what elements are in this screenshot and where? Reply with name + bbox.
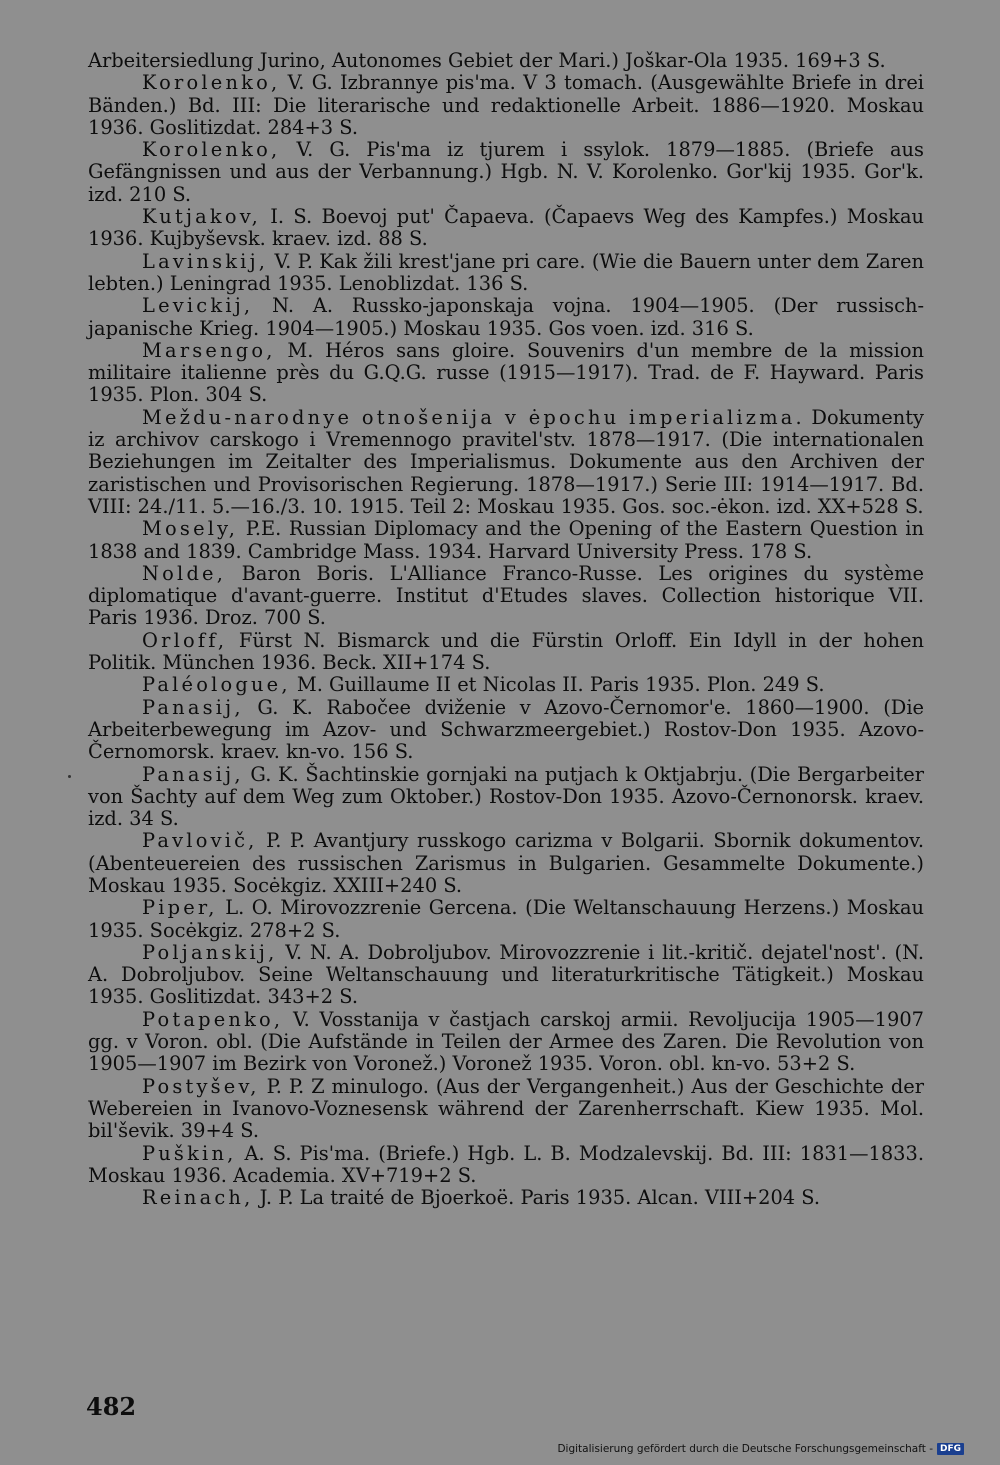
bibliography-entry <box>88 72 924 139</box>
bibliography-entry <box>88 830 924 897</box>
bibliography-entry <box>88 295 924 340</box>
entry-text: Baron Boris. L'Alliance Franco-Russe. Les origines du système diplomatique d'avant-guerre. Institut d'Etudes slaves. Collection historique VII. Paris 1936. Droz. 700 S. <box>88 561 924 630</box>
entry-author: Potapenko, <box>142 1007 284 1031</box>
entry-text: V. N. A. Dobroljubov. Mirovozzrenie i lit.-kritič. dejatel'nost'. (N. A. Dobroljubov. Seine Weltanschauung und literaturkritische Tätigkeit.) Moskau 1935. Goslitizdat. 343+2 S. <box>88 940 924 1009</box>
entry-author: Korolenko, <box>142 71 281 95</box>
entry-author: Reinach, <box>142 1186 254 1210</box>
entry-text: A. S. Pis'ma. (Briefe.) Hgb. L. B. Modzalevskij. Bd. III: 1831—1833. Moskau 1936. Academia. XV+719+2 S. <box>88 1141 924 1187</box>
dfg-logo-icon: DFG <box>937 1443 964 1455</box>
bibliography-entry <box>88 697 924 764</box>
print-speck <box>68 775 71 778</box>
entry-author: Poljanskij, <box>142 940 278 964</box>
bibliography-entry <box>88 942 924 1009</box>
entry-author: Paléologue, <box>142 673 291 697</box>
bibliography-entry <box>88 674 924 696</box>
bibliography-entry <box>88 764 924 831</box>
entry-author: Panasij, <box>142 762 244 786</box>
bibliography-entry <box>88 1143 924 1188</box>
bibliography-page <box>88 50 924 1209</box>
entry-text: P. P. Z minulogo. (Aus der Vergangenheit.) Aus der Geschichte der Webereien in Ivanovo-Voznesensk während der Zarenherrschaft. Kiew 1935. Mol. bil'ševik. 39+4 S. <box>88 1074 924 1143</box>
entry-text: I. S. Boevoj put' Čapaeva. (Čapaevs Weg des Kampfes.) Moskau 1936. Kujbyševsk. kraev. izd. 88 S. <box>88 205 924 251</box>
entry-author: Kutjakov, <box>142 205 261 229</box>
bibliography-entry <box>88 407 924 518</box>
entry-author: Piper, <box>142 896 218 920</box>
entry-text: Dokumenty iz archivov carskogo i Vremennogo pravitel'stv. 1878—1917. (Die internationalen Beziehungen im Zeitalter des Imperialismus. Dokumente aus den Archiven der zaristischen und Provisorischen Regierung. 1878—1917.) Serie III: 1914—1917. Bd. VIII: 24./11. 5.—16./3. 10. 1915. Teil 2: Moskau 1935. Gos. soc.-ėkon. izd. XX+528 S. <box>88 405 924 518</box>
entry-text: P. P. Avantjury russkogo carizma v Bolgarii. Sbornik dokumentov. (Abenteuereien des russischen Zarismus in Bulgarien. Gesammelte Dokumente.) Moskau 1935. Socėkgiz. XXIII+240 S. <box>88 829 924 897</box>
entry-text: M. Héros sans gloire. Souvenirs d'un membre de la mission militaire italienne près du G.Q.G. russe (1915—1917). Trad. de F. Hayward. Paris 1935. Plon. 304 S. <box>88 338 924 407</box>
bibliography-entry <box>88 1187 924 1209</box>
page-number: 482 <box>86 1392 137 1421</box>
entry-text: Arbeitersiedlung Jurino, Autonomes Gebiet der Mari.) Joškar-Ola 1935. 169+3 S. <box>88 49 886 72</box>
entry-text: N. A. Russko-japonskaja vojna. 1904—1905. (Der russisch-japanische Krieg. 1904—1905.) Moskau 1935. Gos voen. izd. 316 S. <box>88 294 924 340</box>
bibliography-entry <box>88 630 924 675</box>
entry-author: Nolde, <box>142 561 227 585</box>
bibliography-entry <box>88 340 924 407</box>
entry-author: Marsengo, <box>142 338 276 362</box>
entry-author: Korolenko, <box>142 138 281 162</box>
entry-author: Mosely, <box>142 517 239 541</box>
entry-author: Levickij, <box>142 294 254 318</box>
bibliography-entry <box>88 50 924 72</box>
entry-text: G. K. Rabočee dviženie v Azovo-Černomor'e. 1860—1900. (Die Arbeiterbewegung im Azov- und Schwarzmeergebiet.) Rostov-Don 1935. Azovo-Černomorsk. kraev. kn-vo. 156 S. <box>88 695 924 764</box>
footer <box>557 1443 964 1455</box>
bibliography-entry <box>88 897 924 942</box>
bibliography-entry <box>88 206 924 251</box>
entry-text: P.E. Russian Diplomacy and the Opening of the Eastern Question in 1838 and 1839. Cambridge Mass. 1934. Harvard University Press. 178 S. <box>88 517 924 563</box>
bibliography-entry <box>88 518 924 563</box>
bibliography-entry <box>88 563 924 630</box>
bibliography-entry <box>88 139 924 206</box>
entry-text: V. G. Izbrannye pis'ma. V 3 tomach. (Ausgewählte Briefe in drei Bänden.) Bd. III: Die literarische und redaktionelle Arbeit. 1886—1920. Moskau 1936. Goslitizdat. 284+3 S. <box>88 71 924 139</box>
entry-author: Panasij, <box>142 695 244 719</box>
entry-author: Lavinskij, <box>142 249 269 273</box>
entry-author: Puškin, <box>142 1141 237 1165</box>
entry-text: J. P. La traité de Bjoerkoë. Paris 1935. Alcan. VIII+204 S. <box>253 1186 821 1210</box>
entry-text: G. K. Šachtinskie gornjaki na putjach k Oktjabrju. (Die Bergarbeiter von Šachty auf dem Weg zum Oktober.) Rostov-Don 1935. Azovo-Černonorsk. kraev. izd. 34 S. <box>88 762 924 831</box>
entry-text: M. Guillaume II et Nicolas II. Paris 1935. Plon. 249 S. <box>290 673 825 697</box>
bibliography-entry <box>88 1076 924 1143</box>
bibliography-list <box>88 50 924 1209</box>
entry-text: V. P. Kak žili krest'jane pri care. (Wie die Bauern unter dem Zaren lebten.) Leningrad 1935. Lenoblizdat. 136 S. <box>88 249 924 295</box>
entry-text: V. Vosstanija v častjach carskoj armii. Revoljucija 1905—1907 gg. v Voron. obl. (Die Aufstände in Teilen der Armee des Zaren. Die Revolution von 1905—1907 im Bezirk von Voronež.) Voronež 1935. Voron. obl. kn-vo. 53+2 S. <box>88 1007 924 1076</box>
footer-text: Digitalisierung gefördert durch die Deutsche Forschungsgemeinschaft - <box>557 1443 933 1455</box>
bibliography-entry <box>88 1009 924 1076</box>
bibliography-entry <box>88 251 924 296</box>
entry-text: V. G. Pis'ma iz tjurem i ssylok. 1879—1885. (Briefe aus Gefängnissen und aus der Verbannung.) Hgb. N. V. Korolenko. Gor'kij 1935. Gor'k. izd. 210 S. <box>88 138 924 206</box>
entry-author: Meždu-narodnye otnošenija v ėpochu imperializma. <box>142 405 805 429</box>
entry-text: L. O. Mirovozzrenie Gercena. (Die Weltanschauung Herzens.) Moskau 1935. Socėkgiz. 278+2 S. <box>88 896 924 942</box>
entry-author: Pavlovič, <box>142 829 258 853</box>
entry-author: Orloff, <box>142 628 228 652</box>
entry-text: Fürst N. Bismarck und die Fürstin Orloff. Ein Idyll in der hohen Politik. München 1936. Beck. XII+174 S. <box>88 628 924 675</box>
entry-author: Postyšev, <box>142 1074 260 1098</box>
